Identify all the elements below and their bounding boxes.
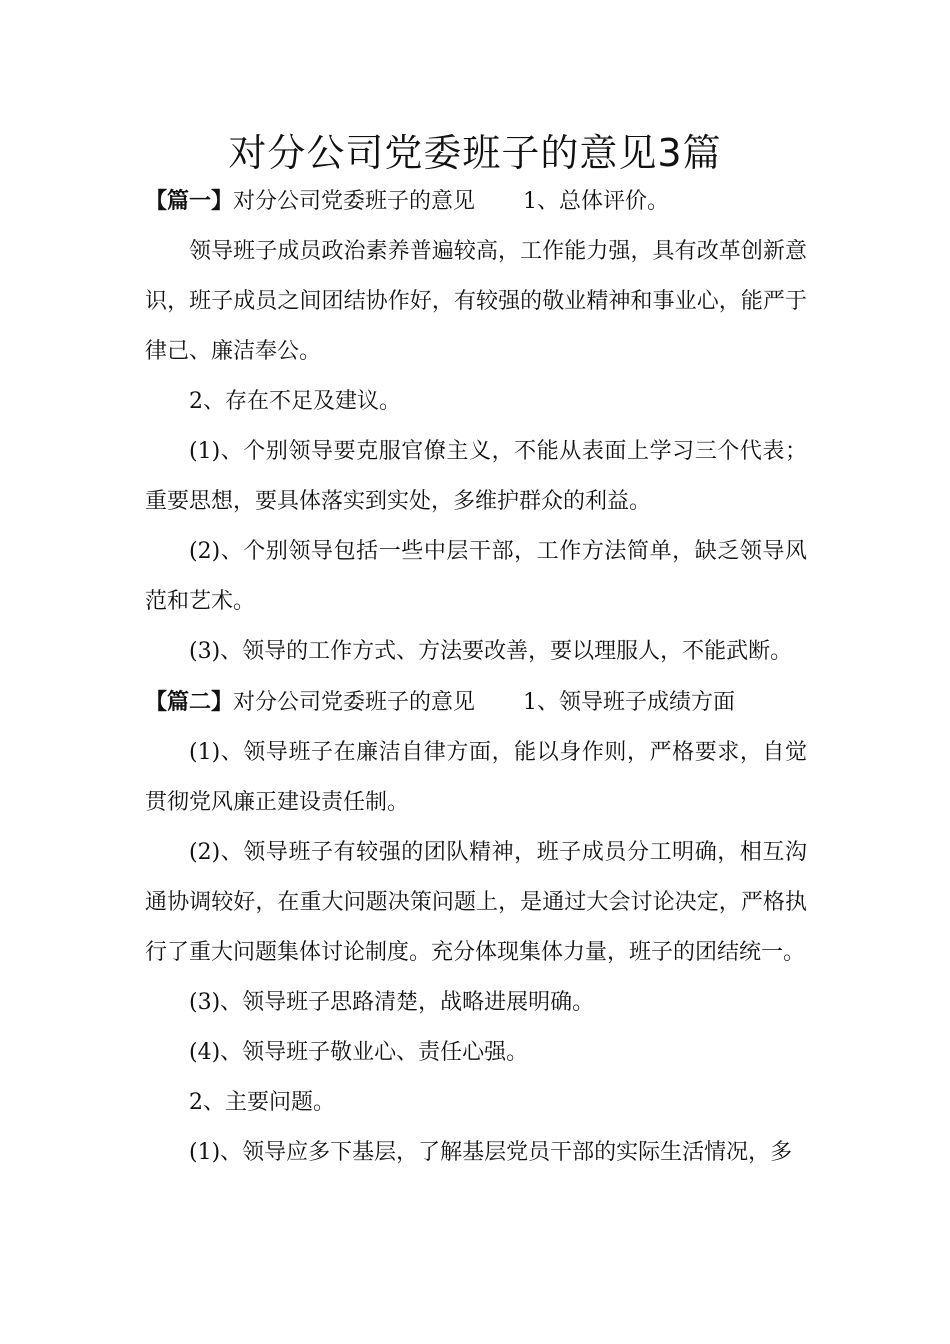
document-title: 对分公司党委班子的意见3篇 xyxy=(228,131,722,175)
part2-paragraph: (1)、领导应多下基层，了解基层党员干部的实际生活情况，多 xyxy=(189,1140,793,1165)
part1-heading-line xyxy=(145,176,807,227)
part1-paragraph: (1)、个别领导要克服官僚主义，不能从表面上学习三个代表；重要思想，要具体落实到实处，多维护群众的利益。 xyxy=(145,439,807,514)
part2-paragraph: (4)、领导班子敬业心、责任心强。 xyxy=(189,1040,529,1065)
part1-label: 【篇一】 xyxy=(145,188,234,214)
part2-heading-line xyxy=(145,677,807,728)
part2-paragraph: (1)、领导班子在廉洁自律方面，能以身作则，严格要求，自觉贯彻党风廉正建设责任制。 xyxy=(145,740,807,815)
part1-first-item: 1、总体评价。 xyxy=(523,189,670,214)
part2-first-item: 1、领导班子成绩方面 xyxy=(523,690,736,715)
part1-paragraph: 领导班子成员政治素养普遍较高，工作能力强，具有改革创新意识，班子成员之间团结协作好，有较强的敬业精神和事业心，能严于律己、廉洁奉公。 xyxy=(145,239,807,364)
part1-paragraph: 2、存在不足及建议。 xyxy=(189,389,401,414)
part2-paragraph: 2、主要问题。 xyxy=(189,1090,335,1115)
part1-paragraph: (3)、领导的工作方式、方法要改善，要以理服人，不能武断。 xyxy=(189,639,793,664)
part2-label: 【篇二】 xyxy=(145,689,234,715)
part1-heading: 对分公司党委班子的意见 xyxy=(233,189,476,214)
part2-paragraph: (2)、领导班子有较强的团队精神，班子成员分工明确，相互沟通协调较好，在重大问题决策问题上，是通过大会讨论决定，严格执行了重大问题集体讨论制度。充分体现集体力量，班子的团结统一。 xyxy=(145,840,807,965)
part2-paragraph: (3)、领导班子思路清楚，战略进展明确。 xyxy=(189,990,595,1015)
document-body xyxy=(145,176,807,1178)
part1-paragraph: (2)、个别领导包括一些中层干部，工作方法简单，缺乏领导风范和艺术。 xyxy=(145,539,807,614)
part2-heading: 对分公司党委班子的意见 xyxy=(233,690,476,715)
